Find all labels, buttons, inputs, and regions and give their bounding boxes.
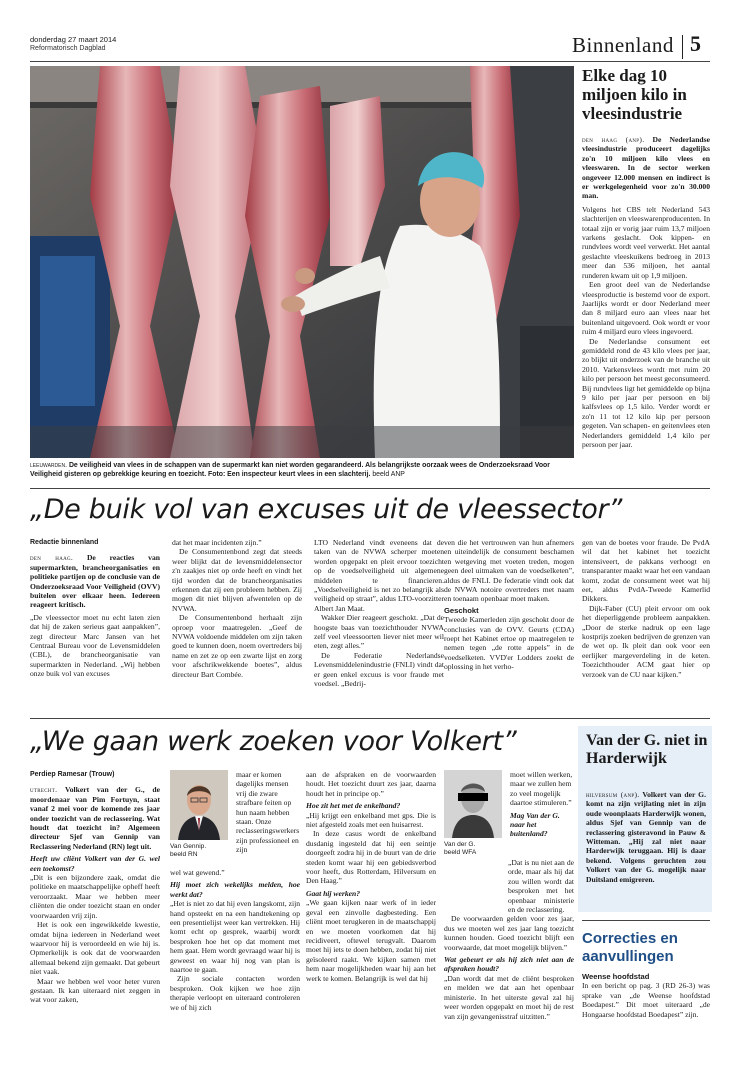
sidebar-body	[582, 135, 710, 449]
article1-paragraph: dat het maar incidenten zijn.”	[172, 538, 262, 547]
sidebar2-title: Van der G. niet in Harderwijk	[586, 732, 708, 767]
article2-headline: „We gaan werk zoeken voor Volkert”	[30, 726, 517, 757]
article2-paragraph: Zijn sociale contacten worden besproken. Ook kijken we hoe zijn therapie verloopt en uiteraard controleren we of hij zich	[170, 974, 300, 1012]
article1-paragraph: LTO Nederland vindt eveneens dat de taken van de NVWA scherper moeten worden opgepakt en pleit ervoor toezicht op de voedselveiligheid uit algemene middelen te financieren. „Voedselveiligheid is net zo belangrijk als veiligheid op straat”, aldus LTO-voorzitter Albert Jan Maat.	[314, 538, 444, 613]
caption-dateline: leeuwarden.	[30, 462, 68, 469]
header-divider	[682, 35, 683, 59]
page-number: 5	[690, 31, 701, 56]
article2-paragraph: „Dan wordt dat met de cliënt besproken en melden we dat aan het openbaar ministerie. In het uiterste geval zal hij weer worden opgepakt en moet hij de rest van zijn gevangenisstraf uitzitten.”	[444, 973, 574, 1021]
article1-paragraph: ven die het vertrouwen van hun afnemers en uiteindelijk de consument beschamen en wetgeving met voeten treden, mogen geen deel uitmaken van de voedselketen”, aldus de FNLI. De federatie vindt ook dat de NVWA notoire overtreders met naam en toenaam openbaar moet maken.	[444, 538, 574, 604]
article1-paragraph: De Consumentenbond zegt dat steeds weer blijkt dat de levensmiddelensector z'n zaakjes niet op orde heeft en vindt het tijd worden dat de brancheorganisaties erkennen dat zij een probleem hebben. Zij mogen dit niet blijven afwentelen op de NVWA.	[172, 547, 302, 613]
corrections-rule	[582, 920, 710, 921]
sidebar-title: Elke dag 10 miljoen kilo in vleesindustrie	[582, 66, 687, 123]
article1-paragraph: Dijk-Faber (CU) pleit ervoor om ook het dieperliggende probleem aanpakken. „Door de sterke nadruk op een lage kostprijs zoeken bedrijven de grenzen van de wet op. Ik pleit dan ook voor een eerlijker margeverdeling in de keten. Toezichthouder ACM gaat hier op verzoek van de CU naar kijken.”	[582, 603, 710, 679]
article2-paragraph: „Het is niet zo dat hij even langskomt, zijn hand opsteekt en na een handtekening op een presentielijst weer kan vertrekken. Hij komt echt op gesprek, waarbij wordt besproken hoe het op dat moment met hem gaat. Hem wordt gevraagd waar hij is geweest en waar hij nog van plan is naartoe te gaan.	[170, 899, 300, 975]
article2-paragraph: Het is ook een ingewikkelde kwestie, omdat bijna iedereen in Nederland weet waarvoor hij is veroordeeld en wie hij is. Opmerkelijk is ook dat de voorwaarden allemaal bekend zijn gemaakt. Dat gebeurt niet vaak.	[30, 920, 160, 977]
interview-question: Wat gebeurt er als hij zich niet aan de afspraken houdt?	[444, 955, 574, 974]
header-paper: Reformatorisch Dagblad	[30, 45, 106, 52]
article2-col4-top	[510, 770, 574, 839]
article2-paragraph: Maar we hebben wel voor heter vuren gestaan. Ik kan uiteraard niet zeggen in wat voor zaken,	[30, 976, 160, 1005]
van-der-g-image	[444, 770, 502, 838]
article2-paragraph: „Dit is een bijzondere zaak, omdat die politieke en maatschappelijke opheff heeft veroorzaakt. Maar we hebben meer cliënten die onder toezicht staan en onder voorwaarden vrij zijn.	[30, 873, 160, 920]
sidebar-lead: den haag (anp). De Nederlandse vleesindustrie produceert dagelijks zo'n 10 miljoen kilo vlees en vleeswaren. In de sector werken ongeveer 12.000 mensen en indirect is er werkgelegenheid voor zo'n 30.000 man.	[582, 135, 710, 201]
article2-col2	[170, 868, 300, 1012]
sidebar-paragraph: De Nederlandse consument eet gemiddeld rond de 43 kilo vlees per jaar, zo blijkt uit onderzoek van de branche uit 2010. Varkensvlees wordt met ruim 20 kilo per persoon het meest geconsumeerd. Bij rundvlees ligt het gemiddelde op bijna 9 kilo per jaar per persoon en bij kalfsvlees op 1,5 kilo. Verder wordt er zo'n 11 tot 12 kilo kip per persoon gegeten. Van schapen- en geitenvlees eten Nederlanders gemiddeld 1,4 kilo per persoon per jaar.	[582, 336, 710, 449]
article1-paragraph: gen van de boetes voor fraude. De PvdA wil dat het kabinet het toezicht intensiveert, de pakkans verhoogt en transparanter maakt waar het een vandaan komt, zodat de consument weet wat hij eet, aldus PvdA-Tweede Kamerlid Dikkers.	[582, 538, 710, 604]
interview-question: Mag Van der G. naar het buitenland?	[510, 810, 560, 839]
portrait-b-caption: Van der G. beeld WFA	[444, 841, 477, 856]
article1-byline: Redactie binnenland	[30, 539, 99, 546]
slaughterhouse-image	[30, 66, 574, 458]
sidebar-paragraph: Volgens het CBS telt Nederland 543 slachterijen en vleeswarenproducenten. In totaal zijn er vorig jaar ruim 13,7 miljoen varkens geslacht. Ook kippen- en rundvlees wordt veel verwerkt. Het aantal geslachte vleeskuikens bedroeg in 2013 meer dan 536 miljoen, het aantal runderen kwam uit op 1,9 miljoen.	[582, 204, 710, 280]
article2-paragraph: „We gaan kijken naar werk of in ieder geval een zinvolle dagbesteding. Een cliënt moet terugkeren in de maatschappij en we moeten voorkomen dat hij recidiveert, oftewel terugvalt. Daarom moet hij iets te doen hebben, zodat hij niet geïsoleerd raakt. We kijken samen met hem naar mogelijkheden waar hij aan het werk te komen. Belangrijk is wel dat hij	[306, 898, 436, 983]
article2-col4	[444, 858, 574, 1021]
article1-paragraph: Tweede Kamerleden zijn geschokt door de conclusies van de OVV. Geurts (CDA) roept het Kabinet ertoe op maatregelen te nemen tegen „de rotte appels” in de voedselketen. VVD'er Lodders zoekt de oplossing in het verho-	[444, 615, 574, 672]
article2-col2-top: maar er komen dagelijks mensen vrij die zware strafbare feiten op hun naam hebben staan. Onze reclasseringswerkers zijn professioneel en zijn	[236, 770, 300, 855]
article1-col2	[172, 538, 302, 679]
article1-paragraph: De Consumentenbond herhaalt zijn oproep voor maatregelen. „Geef de NVWA voldoende middelen om zijn taken goed te kunnen doen, noem overtreders bij name en zet ze op een zwarte lijst en zorg voor afschrikwekkende boetes”, aldus directeur Bart Combée.	[172, 613, 302, 679]
article2-paragraph: „Hij krijgt een enkelband met gps. Die is niet afgesteld zoals met een huisarrest.	[306, 810, 436, 830]
article2-col3	[306, 770, 436, 983]
article2-paragraph: aan de afspraken en de voorwaarden houdt. Het toezicht duurt zes jaar, daarna houdt het in principe op.”	[306, 770, 436, 798]
portrait-van-der-g	[444, 770, 502, 838]
article1-col4	[444, 538, 574, 672]
article1-rule	[30, 488, 710, 489]
article1-subhead: Geschokt	[444, 605, 479, 615]
interview-question: Hoe zit het met de enkelband?	[306, 801, 401, 811]
article1-paragraph: „De vleessector moet nu echt laten zien dat hij de zaken serieus gaat aanpakken”, zegt directeur Marc Jansen van het Centraal Bureau voor de Levensmiddelen (CBL), de brancheorganisatie van supermarkten in Nederland. „Wij hebben onze buik vol van excuses	[30, 612, 160, 679]
article2-lead: utrecht. Volkert van der G., de moordenaar van Pim Fortuyn, staat vanaf 2 mei voor de komende zes jaar onder toezicht van de reclassering. Wat houdt dat toezicht in? Algemeen directeur Sjef van Gennip van Reclassering Nederland (RN) legt uit.	[30, 785, 160, 851]
article2-paragraph: In deze casus wordt de enkelband dusdanig ingesteld dat hij een seintje doorgeeft zodra hij in de buurt van de drie steden komt waar hij een gebiedsverbod voor heeft, dus Rotterdam, Hilversum en Den Haag.”	[306, 829, 436, 886]
header-rule	[30, 61, 710, 62]
corrections-text: In een bericht op pag. 3 (RD 26-3) was sprake van „de Weense hoofdstad Boedapest.” Dit moet uiteraard „de Hongaarse hoofdstad Boedapest” zijn.	[582, 981, 710, 1019]
sidebar-paragraph: Een groot deel van de Nederlandse vleesproductie is bestemd voor de export. Jaarlijks wordt er door Nederland meer dan 8 miljard euro aan vlees naar het buitenland uitgevoerd. Ook wordt er voor ruim 4 miljard euro vlees ingevoerd.	[582, 280, 710, 337]
caption-credit: beeld ANP	[372, 471, 405, 478]
header-date: donderdag 27 maart 2014	[30, 35, 117, 44]
corrections-title: Correcties en aanvullingen	[582, 930, 678, 965]
corrections-body	[582, 972, 710, 1019]
interview-question: Hij moet zich wekelijks melden, hoe werkt dat?	[170, 880, 300, 899]
article2-rule	[30, 718, 710, 719]
article1-paragraph: De Federatie Nederlandse Levensmiddelenindustrie (FNLI) vindt dat er geen enkel excuus is voor fraude met voedsel. „Bedrij-	[314, 650, 444, 689]
van-gennip-image	[170, 770, 228, 840]
interview-question: Gaat hij werken?	[306, 888, 361, 898]
article1-col5	[582, 538, 710, 679]
slaughterhouse-photo	[30, 66, 574, 458]
interview-question: Heeft uw cliënt Volkert van der G. wel een toekomst?	[30, 854, 160, 873]
article1-col3	[314, 538, 444, 689]
corrections-subhead: Weense hoofdstad	[582, 972, 650, 981]
portrait-van-gennip	[170, 770, 228, 840]
photo-caption	[30, 461, 574, 479]
portrait-a-caption: Van Gennip. beeld RN	[170, 843, 207, 858]
sidebar2-body: hilversum (anp). Volkert van der G. komt na zijn vrijlating niet in zijn oude woonplaats Harderwijk wonen, aldus Sjef van Gennip van de reclassering gisteravond in Pauw & Witteman. „Hij zal niet naar Harderwijk teruggaan. Hij is daar bekend. Volgens geruchten zou Volkert van der G. mogelijk naar Duitsland emigreren.	[586, 790, 706, 884]
article2-byline: Perdiep Ramesar (Trouw)	[30, 771, 115, 778]
article2-paragraph: „Dat is nu niet aan de orde, maar als hij dat zou willen wordt dat besproken met het openbaar ministerie en de reclassering.	[508, 858, 574, 915]
article1-col1	[30, 538, 160, 679]
section-title: Binnenland	[572, 33, 674, 57]
article1-lead: den haag. De reacties van supermarkten, brancheorganisaties en politieke partijen op de conclusie van de Onderzoeksraad Voor Veiligheid (OVV) buitelen over elkaar heen. Iedereen reageert kritisch.	[30, 553, 160, 610]
article2-col1	[30, 770, 160, 1005]
caption-text: De veiligheid van vlees in de schappen van de supermarkt kan niet worden gegarandeerd. Als belangrijkste oorzaak wees de Onderzoeksraad Voor Veiligheid gisteren op gebrekkige keuring en toezicht. Foto: Een inspecteur keurt vlees in een slachterij.	[30, 462, 550, 478]
article1-headline: „De buik vol van excuses uit de vleessector”	[30, 494, 623, 525]
article2-paragraph: moet willen werken, maar we zullen hem zo veel mogelijk daartoe stimuleren.”	[510, 770, 573, 808]
article1-paragraph: Wakker Dier reageert geschokt. „Dat de hoogste baas van toezichthouder NVWA zelf veel vleessoorten liever niet meer wil eten, zegt alles.”	[314, 613, 444, 651]
article2-paragraph: De voorwaarden gelden voor zes jaar, dus we moeten wel zes jaar lang toezicht kunnen houden. Goed toezicht blijft een voorwaarde, dat moet mogelijk blijven.”	[444, 914, 574, 952]
article2-paragraph: wel wat gewend.”	[170, 868, 225, 877]
